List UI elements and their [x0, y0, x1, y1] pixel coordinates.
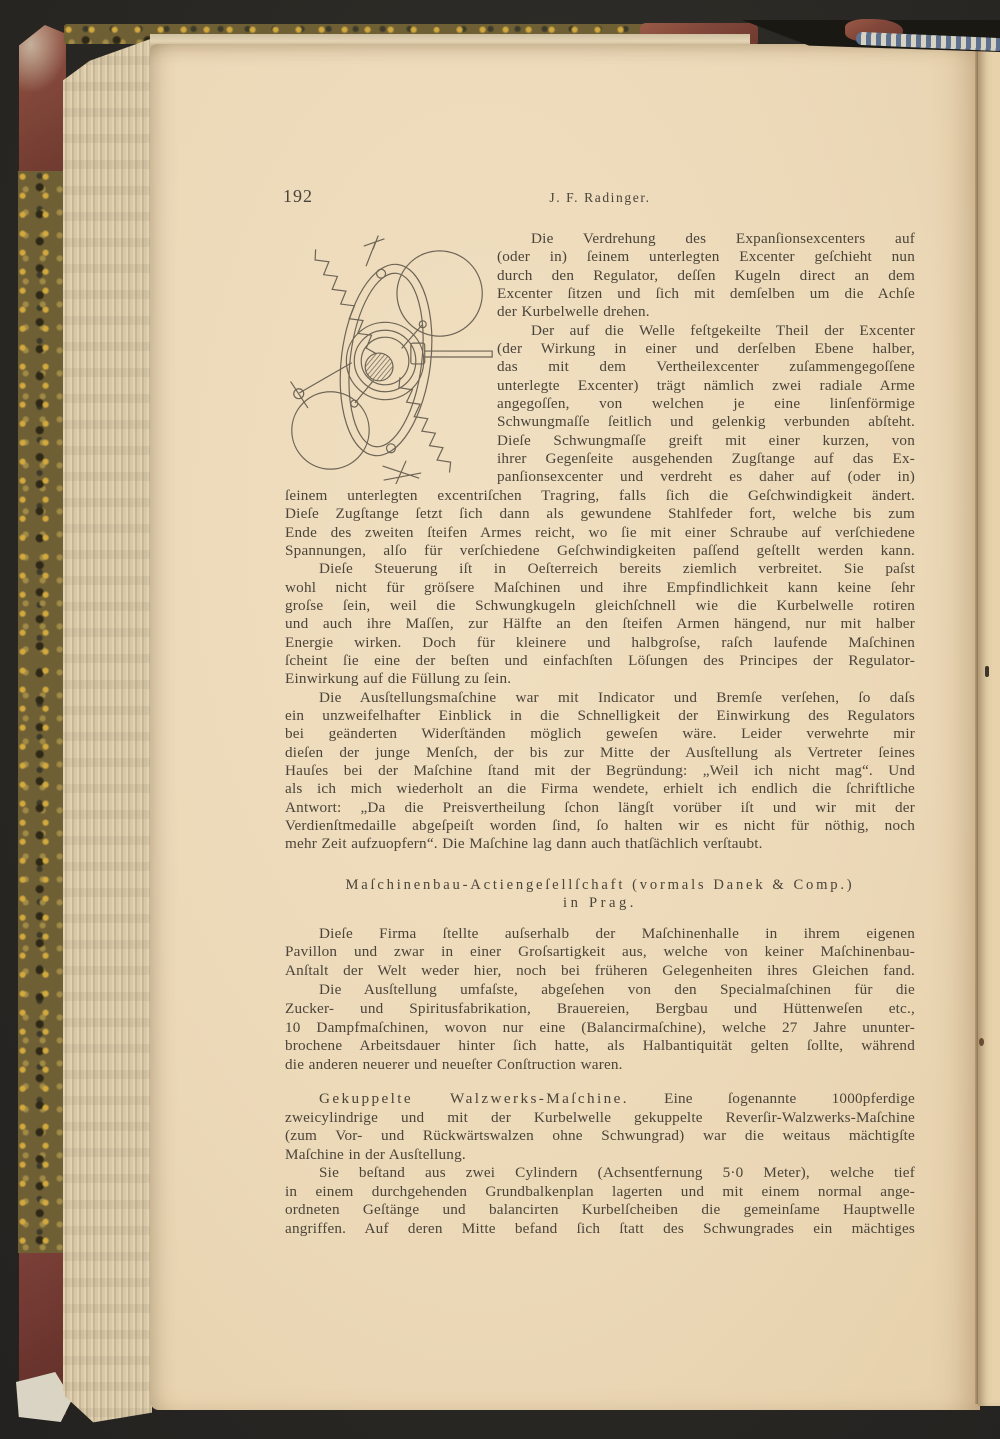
body-text-line: Maſchine in der Ausſtellung. — [285, 1145, 466, 1163]
body-text-line: Dieſe Steuerung iſt in Oeſterreich bereits ziemlich verbreitet. Sie paſst — [319, 560, 915, 578]
section-heading-line2: in Prag. — [563, 894, 637, 911]
body-text-line: groſse ſein, weil die Schwungkugeln gleichſchnell wie die Kurbelwelle rotiren — [285, 596, 915, 614]
body-text-line: (zum Vor- und Rückwärtswalzen ohne Schwungrad) war die weitaus mächtigſte — [285, 1127, 915, 1145]
body-text-line: Spannungen, alſo für verſchiedene Geſchwindigkeiten paſſend geſtellt werden kann. — [285, 541, 915, 559]
next-page-sliver — [978, 46, 1000, 1406]
body-text-line: dieſen der junge Menſch, der bis zur Mitte der Ausſtellung als Vertreter ſeines — [285, 743, 915, 761]
body-text-line: ein unzweifelhafter Einblick in die Schnelligkeit der Einwirkung des Regulators — [285, 706, 915, 724]
body-text-line: Zucker- und Spiritusfabrikation, Brauereien, Bergbau und Hüttenweſen etc., — [285, 999, 915, 1017]
paragraph-walzwerk — [285, 1090, 915, 1238]
body-text-line: Energie wirken. Doch für kleinere und halbgroſse, raſch laufende Maſchinen — [285, 633, 915, 651]
text-column — [285, 230, 915, 1238]
body-text-line: Ende des zweiten ſteifen Armes reicht, wo ſie mit einer Schraube auf verſchiedene — [285, 523, 915, 541]
body-text-line: ſcheint ſie eine der beſten und einfachſten Löſungen des Principes der Regulator- — [285, 651, 915, 669]
body-text-line: Hauſes bei der Maſchine ſtand mit der Begründung: „Weil ich nicht mag“. Und — [285, 761, 915, 779]
body-text-line: panſionsexcenter und verdreht es daher auf (oder in) — [497, 468, 915, 486]
body-text-line: in einem durchgehenden Grundbalkenplan lagerten und mit einem normal ange- — [285, 1182, 915, 1200]
body-text-line: Die Ausſtellung umfaſste, abgeſehen von den Specialmaſchinen für die — [319, 981, 915, 999]
page-edge-mark — [985, 666, 989, 677]
paragraph-firm — [285, 925, 915, 1075]
running-header: J. F. Radinger. — [549, 190, 651, 205]
page-number: 192 — [283, 186, 313, 206]
body-text-line: das mit dem Vertheilexcenter zuſammengegoſſene — [497, 358, 915, 376]
body-text-line: zweicylindrige und mit der Kurbelwelle gekuppelte Reverſir-Walzwerks-Maſchine — [285, 1108, 915, 1126]
body-text-line: angegoſſen, von welchen je eine linſenförmige — [497, 395, 915, 413]
body-text-line: Die Verdrehung des Expanſionsexcenters auf — [531, 230, 915, 247]
gutter-crease — [975, 48, 978, 1404]
section-heading-line1: Maſchinenbau-Actiengeſellſchaft (vormals Danek & Comp.) — [345, 876, 855, 893]
body-text-line: Antwort: „Da die Preisvertheilung ſchon längſt vorüber iſt und wir mit der — [285, 798, 915, 816]
figure-engraving — [285, 234, 497, 484]
body-text-line: Dieſe Firma ſtellte auſserhalb der Maſchinenhalle in ihrem eigenen — [319, 924, 915, 942]
body-text-line: Der auf die Welle feſtgekeilte Theil der Excenter — [531, 321, 915, 339]
body-text-line: Schwungmaſſe ſeitlich und gelenkig verbunden abſteht. — [497, 413, 915, 431]
page-edges-stack — [63, 30, 152, 1428]
body-text-line: 10 Dampfmaſchinen, wovon nur eine (Balancirmaſchine), welche 27 Jahre ununter- — [285, 1018, 915, 1036]
body-text-line: unterlegte Excenter) trägt nämlich zwei radiale Arme — [497, 376, 915, 394]
body-text-line: ſeinem unterlegten excentriſchen Tragring, falls ſich die Geſchwindigkeit ändert. — [285, 486, 915, 504]
body-text-line: Die Ausſtellungsmaſchine war mit Indicator und Bremſe verſehen, ſo daſs — [319, 688, 915, 706]
body-text-line: (der Wirkung in einer und derſelben Ebene halber, — [497, 340, 915, 358]
body-text-line: Excenter ſitzen und ſich mit demſelben um die Achſe — [497, 285, 915, 303]
body-text-line: Anſtalt der Welt weder hier, noch bei früheren Gelegenheiten ihres Gleichen fand. — [285, 962, 915, 980]
body-text-line: Dieſe Zugſtange ſetzt ſich dann als gewundene Stahlfeder fort, welche bis zum — [285, 505, 915, 523]
body-text-line: durch den Regulator, deſſen Kugeln direct an dem — [497, 266, 915, 284]
cover-leather-corner-top — [19, 25, 66, 171]
body-text-line: der Kurbelwelle drehen. — [497, 303, 650, 321]
body-text-line: als ich mich wiederholt an die Firma wendete, erhielt ich endlich die ſchriftliche — [285, 780, 915, 798]
body-text-line: bei geänderten Widerſtänden möglich geweſen wäre. Leider verwehrte mir — [285, 725, 915, 743]
body-text-line — [285, 1090, 915, 1109]
body-text-line: Sie beſtand aus zwei Cylindern (Achsentfernung 5·0 Meter), welche tief — [319, 1164, 915, 1182]
body-text-line: die anderen neuerer und neueſter Conſtruction waren. — [285, 1056, 623, 1074]
body-text-line: ordneten Geſtänge und balancirten Kurbelſcheiben die gemeinſame Hauptwelle — [285, 1201, 915, 1219]
paragraph-lead-rest: Eine ſogenannte 1000pferdige — [628, 1090, 915, 1108]
body-text-line: Pavillon und zwar in einer Groſsartigkeit aus, welche von keiner Maſchinenbau- — [285, 943, 915, 961]
body-text-line: wohl nicht für gröſsere Maſchinen und ihre Empfindlichkeit kann keine ſehr — [285, 578, 915, 596]
book-page — [150, 44, 980, 1410]
body-text-line: (oder in) ſeinem unterlegten Excenter geſchieht nun — [497, 248, 915, 266]
body-text-line: brochene Arbeitsdauer hinter ſich hatte, als Halbantiquität gelten ſollte, während — [285, 1037, 915, 1055]
page-edge-mark — [979, 1038, 984, 1046]
section-heading — [285, 876, 915, 912]
body-text-line: mehr Zeit aufzuopfern“. Die Maſchine lag dann auch thatſächlich verſtaubt. — [285, 835, 763, 853]
paragraph-lead: Gekuppelte Walzwerks-Maſchine. — [319, 1090, 629, 1108]
body-text-line: ihrer Gegenſeite ausgehenden Zugſtange auf das Ex- — [497, 450, 915, 468]
body-text-line: Verdienſtmedaille abgeſpeiſt worden ſind, ſo halten wir es nicht für nöthig, noch — [285, 817, 915, 834]
body-text-line: Einwirkung auf die Füllung zu ſein. — [285, 670, 512, 688]
body-text-line: Dieſe Schwungmaſſe greift mit einer kurzen, von — [497, 431, 915, 449]
body-text-line: und auch ihre Maſſen, zur Hälfte an den ſteifen Armen hängend, nur mit halber — [285, 615, 915, 633]
cover-marbled-paper-left — [18, 171, 66, 1253]
body-text-line: angriffen. Auf deren Mitte befand ſich ſtatt des Schwungrades ein mächtiges — [285, 1219, 915, 1237]
